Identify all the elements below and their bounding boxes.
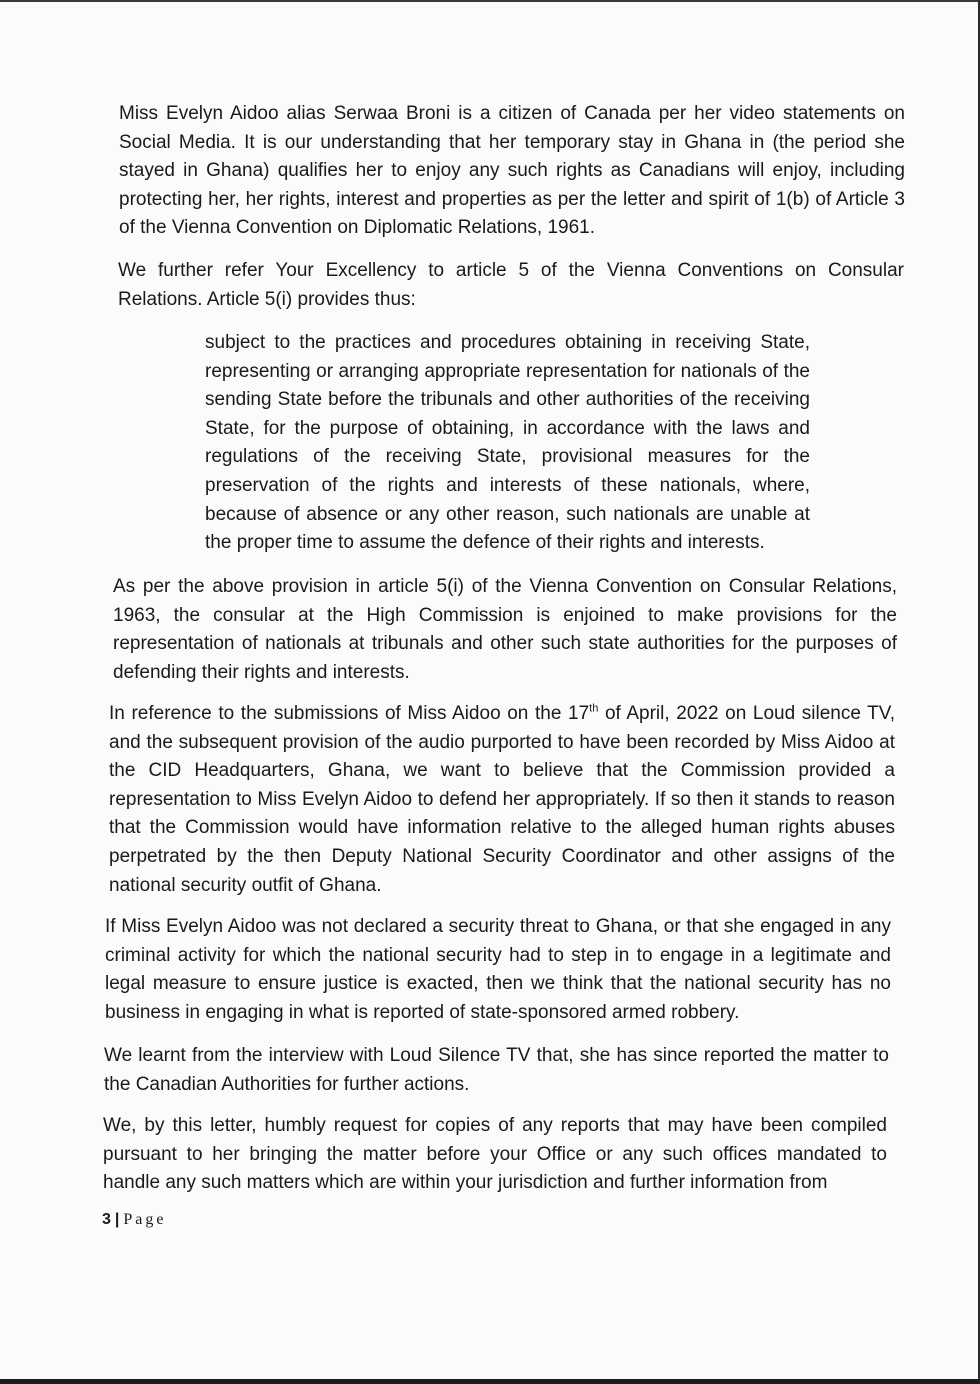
scan-edge-top — [0, 0, 980, 2]
p4-text-start: In reference to the submissions of Miss Aidoo on the 17 — [109, 703, 590, 724]
footer-separator: | — [114, 1211, 120, 1228]
paragraph-security-threat: If Miss Evelyn Aidoo was not declared a security threat to Ghana, or that she engaged in any criminal activity for which the national security had to step in to engage in a legitimate and legal measure to ensure justice is exacted, then we think that the national security has no business in engaging in what is reported of state-sponsored armed robbery. — [105, 916, 891, 1023]
scan-edge-bottom — [0, 1379, 980, 1384]
page-label: Page — [123, 1211, 167, 1228]
page-footer — [102, 1211, 167, 1229]
ordinal-suffix: th — [589, 702, 599, 715]
page-number: 3 — [102, 1211, 111, 1228]
paragraph-interview: We learnt from the interview with Loud Silence TV that, she has since reported the matter to the Canadian Authorities for further actions. — [104, 1045, 889, 1095]
paragraph-request: We, by this letter, humbly request for copies of any reports that may have been compiled pursuant to her bringing the matter before your Office or any such offices mandated to handle any such matters which are within your jurisdiction and further information from — [103, 1115, 887, 1194]
paragraph-citizenship: Miss Evelyn Aidoo alias Serwaa Broni is a citizen of Canada per her video statements on Social Media. It is our understanding that her temporary stay in Ghana in (the period she stayed in Ghana) qualifies her to enjoy any such rights as Canadians will enjoy, including protecting her, her rights, interest and properties as per the letter and spirit of 1(b) of Article 3 of the Vienna Convention on Diplomatic Relations, 1961. — [119, 103, 905, 239]
paragraph-article-5-reference: We further refer Your Excellency to article 5 of the Vienna Conventions on Consular Relations. Article 5(i) provides thus: — [118, 260, 904, 310]
block-quote-article-5i: subject to the practices and procedures obtaining in receiving State, representing or arranging appropriate representation for nationals of the sending State before the tribunals and other authorities of the receiving State, for the purpose of obtaining, in accordance with the laws and regulations of the receiving State, provisional measures for the preservation of the rights and interests of these nationals, where, because of absence or any other reason, such nationals are unable at the proper time to assume the defence of their rights and interests. — [205, 332, 810, 554]
paragraph-consular-provision: As per the above provision in article 5(i) of the Vienna Convention on Consular Relations, 1963, the consular at the High Commission is enjoined to make provisions for the representation of nationals at tribunals and other such state authorities for the purposes of defending their rights and interests. — [113, 576, 897, 683]
paragraph-submissions-reference — [109, 700, 895, 900]
p4-text-end: of April, 2022 on Loud silence TV, and the subsequent provision of the audio purported to have been recorded by Miss Aidoo at the CID Headquarters, Ghana, we want to believe that the Commission provided a representation to Miss Evelyn Aidoo to defend her appropriately. If so then it stands to reason that the Commission would have information relative to the alleged human rights abuses perpetrated by the then Deputy National Security Coordinator and other assigns of the national security outfit of Ghana. — [109, 703, 895, 896]
